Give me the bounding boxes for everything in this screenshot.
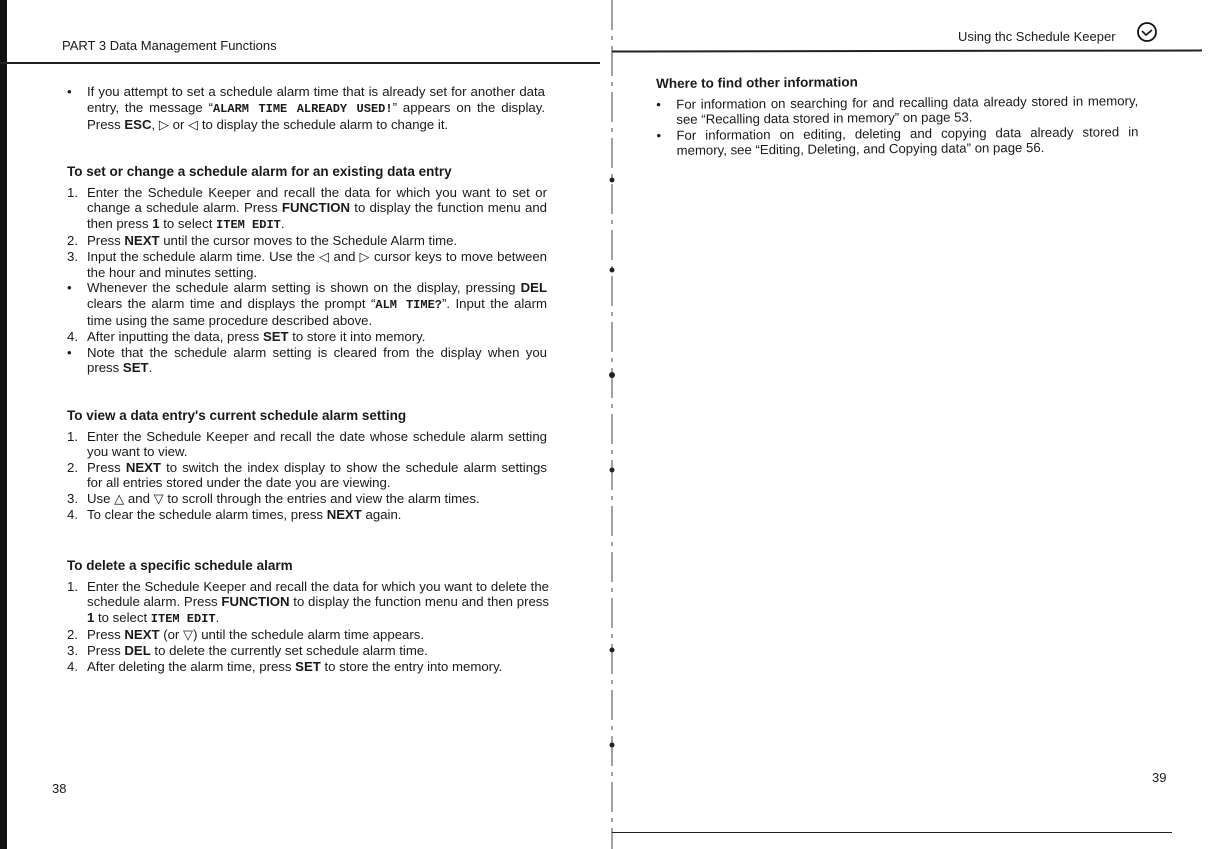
bullet-item: [656, 93, 1138, 128]
key-name: FUNCTION: [221, 594, 290, 610]
footer-rule-right: [612, 832, 1172, 833]
item-text: Note that the schedule alarm setting is cleared from the display when you press: [87, 344, 547, 376]
item-text: .: [215, 609, 220, 625]
display-text: ITEM EDIT: [150, 611, 216, 626]
clock-icon: [1135, 21, 1159, 43]
list-marker: 4.: [67, 328, 78, 344]
list-marker: 4.: [67, 658, 78, 674]
step-item: [67, 429, 547, 460]
section-heading: To view a data entry's current schedule alarm setting: [67, 408, 407, 423]
item-text: Press: [87, 233, 125, 249]
item-text: Press: [87, 459, 126, 475]
item-text: For information on editing, deleting and copying data already stored in memory, see “Editing, Deleting, and Copying data” on page 56.: [676, 123, 1139, 159]
item-text: Press: [87, 642, 125, 658]
key-name: SET: [295, 658, 321, 674]
key-name: NEXT: [326, 506, 362, 522]
step-item: [67, 329, 547, 345]
item-text: to delete the currently set schedule alarm time.: [150, 642, 428, 658]
item-text: again.: [361, 506, 402, 522]
scan-edge-left: [0, 0, 7, 849]
key-name: SET: [262, 328, 289, 344]
key-name: DEL: [124, 642, 151, 658]
item-text: Whenever the schedule alarm setting is shown on the display, pressing: [87, 280, 521, 296]
key-name: FUNCTION: [281, 200, 351, 216]
step-item: [67, 579, 549, 628]
step-item: [67, 491, 547, 507]
list-marker: •: [67, 84, 72, 99]
delete-alarm-section: [67, 558, 549, 674]
section-heading: To delete a specific schedule alarm: [67, 558, 293, 573]
step-item: [67, 627, 549, 643]
item-text: clears the alarm time and displays the prompt “: [87, 295, 376, 311]
step-item: [67, 460, 547, 491]
step-item: [67, 249, 547, 280]
bullet-item: [67, 84, 545, 133]
key-name: NEXT: [125, 459, 161, 475]
list-marker: •: [656, 127, 662, 143]
bullet-item: [656, 124, 1138, 159]
list-marker: 4.: [67, 506, 78, 522]
step-item: [67, 507, 547, 523]
item-text: Enter the Schedule Keeper and recall the data for which you want to delete the schedule alarm. Press: [87, 578, 549, 610]
list-marker: 1.: [67, 184, 78, 200]
running-header-right: Using thc Schedule Keeper: [958, 29, 1116, 44]
display-text: ALARM TIME ALREADY USED!: [212, 101, 393, 116]
list-marker: 2.: [67, 459, 78, 475]
list-marker: •: [67, 280, 72, 296]
list-marker: 3.: [67, 490, 78, 506]
item-text: to select: [94, 609, 151, 625]
item-text: Press: [87, 627, 125, 643]
item-text: .: [280, 215, 285, 231]
item-text: Enter the Schedule Keeper and recall the date whose schedule alarm setting you want to view.: [87, 428, 547, 460]
display-text: ALM TIME?: [375, 297, 442, 312]
list-marker: 1.: [67, 578, 78, 594]
item-text: , ▷ or ◁ to display the schedule alarm to change it.: [151, 117, 449, 133]
item-text: ” appears on the display. Press: [87, 99, 545, 133]
binding-spine: [605, 0, 619, 849]
set-alarm-section: [67, 164, 547, 376]
item-text: If you attempt to set a schedule alarm time that is already set for another data entry, the message “: [87, 84, 545, 115]
item-text: to display the function menu and then press: [87, 200, 547, 231]
bullet-item: [67, 280, 547, 329]
item-text: After inputting the data, press: [87, 328, 263, 344]
item-text: After deleting the alarm time, press: [87, 658, 296, 674]
section-heading: Where to find other information: [656, 74, 858, 91]
item-text: Enter the Schedule Keeper and recall the data for which you want to set or change a schedule alarm. Press: [87, 184, 547, 216]
other-info-section: [656, 72, 1139, 159]
key-name: ESC: [124, 117, 152, 133]
list-marker: •: [67, 344, 72, 360]
step-item: [67, 233, 547, 249]
page-number-left: 38: [52, 781, 67, 796]
header-rule-left: [0, 62, 600, 64]
list-marker: 2.: [67, 233, 78, 249]
item-text: (or ▽) until the schedule alarm time appears.: [159, 627, 425, 643]
item-text: to store it into memory.: [288, 328, 426, 344]
note-section: [67, 84, 545, 133]
item-text: to display the function menu and then press: [289, 594, 549, 610]
item-text: For information on searching for and recalling data already stored in memory, see “Recalling data stored in memory” on page 53.: [676, 92, 1139, 128]
item-text: ”. Input the alarm time using the same procedure described above.: [87, 295, 547, 329]
item-text: To clear the schedule alarm times, press: [87, 506, 327, 522]
running-header-left: PART 3 Data Management Functions: [62, 38, 277, 53]
list-marker: 3.: [67, 248, 78, 264]
list-marker: 2.: [67, 627, 78, 643]
page-number-right: 39: [1152, 770, 1167, 785]
key-name: NEXT: [124, 233, 160, 249]
list-marker: •: [656, 96, 661, 112]
step-item: [67, 659, 549, 675]
step-item: [67, 185, 547, 234]
key-name: DEL: [520, 280, 547, 296]
list-marker: 1.: [67, 428, 78, 444]
bullet-item: [67, 345, 547, 376]
item-text: to select: [159, 215, 217, 231]
item-text: Input the schedule alarm time. Use the ◁ and ▷ cursor keys to move between the hour and minutes setting.: [87, 248, 547, 280]
item-text: Use △ and ▽ to scroll through the entries and view the alarm times.: [87, 490, 480, 506]
list-marker: 3.: [67, 642, 78, 658]
item-text: .: [148, 360, 153, 376]
key-name: NEXT: [124, 627, 160, 643]
view-alarm-section: [67, 408, 547, 522]
item-text: until the cursor moves to the Schedule Alarm time.: [159, 233, 458, 249]
key-name: SET: [122, 360, 149, 376]
item-text: to switch the index display to show the schedule alarm settings for all entries stored under the date you are viewing.: [87, 459, 547, 491]
step-item: [67, 643, 549, 659]
key-name: 1: [87, 609, 95, 625]
item-text: to store the entry into memory.: [320, 658, 503, 674]
display-text: ITEM EDIT: [216, 217, 281, 232]
header-rule-right: [612, 49, 1202, 52]
key-name: 1: [152, 215, 160, 231]
section-heading: To set or change a schedule alarm for an existing data entry: [67, 164, 452, 179]
